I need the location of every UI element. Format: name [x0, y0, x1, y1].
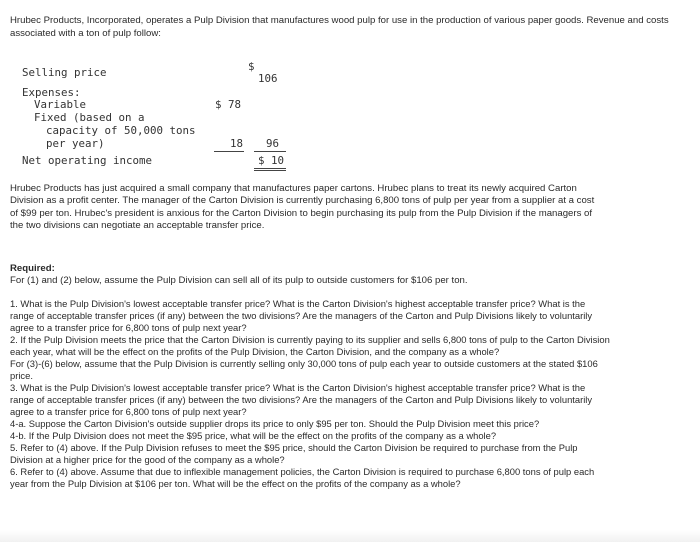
bottom-edge-shade — [0, 530, 700, 542]
intro-paragraph: Hrubec Products, Incorporated, operates a Pulp Division that manufactures wood pulp for use in the production of various paper goods. Revenue and costs associated with a ton of pulp follow: — [10, 15, 669, 39]
selling-price-value: 106 — [258, 72, 278, 85]
question-5: 5. Refer to (4) above. If the Pulp Division refuses to meet the $95 price, should the Carton Division be required to purchase from the Pulp Division at a higher price for the good of the company as a whole? — [10, 442, 578, 465]
expenses-underline — [214, 151, 244, 152]
net-double-underline-1 — [254, 168, 286, 169]
total-underline — [254, 151, 286, 152]
question-4b: 4-b. If the Pulp Division does not meet the $95 price, what will be the effect on the profits of the company as a whole? — [10, 430, 497, 441]
fixed-value: 18 — [230, 137, 244, 150]
selling-price-label: Selling price — [22, 66, 107, 79]
question-6: 6. Refer to (4) above. Assume that due to inflexible management policies, the Carton Division is required to purchase 6,800 tons of pulp each year from the Pulp Division at $106 per ton. What will be the effect on the profits of the company as a whole? — [10, 466, 595, 489]
net-operating-income-label: Net operating income — [22, 154, 153, 167]
question-list — [10, 298, 610, 490]
question-3: 3. What is the Pulp Division's lowest acceptable transfer price? What is the Carton Division's highest acceptable transfer price? What is the range of acceptable transfer prices (if any) between the two divisions? Are the managers of the Carton and Pulp Divisions likely to voluntarily agree to a transfer price for 6,800 tons of pulp next year? — [10, 382, 593, 417]
fixed-label-line1: Fixed (based on a — [34, 111, 145, 124]
required-instruction: For (1) and (2) below, assume the Pulp Division can sell all of its pulp to outside customers for $106 per ton. — [10, 275, 468, 287]
required-section — [10, 263, 610, 288]
question-1: 1. What is the Pulp Division's lowest acceptable transfer price? What is the Carton Division's highest acceptable transfer price? What is the range of acceptable transfer prices (if any) between the two divisions? Are the managers of the Carton and Pulp Divisions likely to voluntarily agree to a transfer price for 6,800 tons of pulp next year? — [10, 298, 593, 333]
income-table — [22, 60, 302, 180]
question-2: 2. If the Pulp Division meets the price that the Carton Division is currently paying to its supplier and sells 6,800 tons of pulp to the Carton Division each year, what will be the effect on the profits of the Pulp Division, the Carton Division, and the company as a whole? — [10, 334, 610, 357]
assumption-note: For (3)-(6) below, assume that the Pulp Division is currently selling only 30,000 tons of pulp each year to outside customers at the stated $106 price. — [10, 358, 598, 381]
selling-price-currency: $ — [248, 60, 255, 73]
scenario-paragraph: Hrubec Products has just acquired a small company that manufactures paper cartons. Hrubec plans to treat its newly acquired Carton Division as a profit center. The manager of the Carton Division is currently purchasing 6,800 tons of pulp per year from a supplier at a cost of $99 per ton. Hrubec's president is anxious for the Carton Division to begin purchasing its pulp from the Pulp Division if the managers of the two divisions can negotiate an acceptable transfer price. — [10, 183, 595, 232]
required-heading: Required: — [10, 263, 55, 274]
expenses-label: Expenses: — [22, 86, 81, 99]
variable-value: $ 78 — [215, 98, 242, 111]
total-expenses-value: 96 — [266, 137, 280, 150]
net-operating-income-value: $ 10 — [258, 154, 285, 167]
fixed-label-line2: capacity of 50,000 tons — [46, 124, 196, 137]
question-4a: 4-a. Suppose the Carton Division's outside supplier drops its price to only $95 per ton. Should the Pulp Division meet this price? — [10, 418, 540, 429]
fixed-label-line3: per year) — [46, 137, 105, 150]
variable-label: Variable — [34, 98, 87, 111]
net-double-underline-2 — [254, 170, 286, 171]
